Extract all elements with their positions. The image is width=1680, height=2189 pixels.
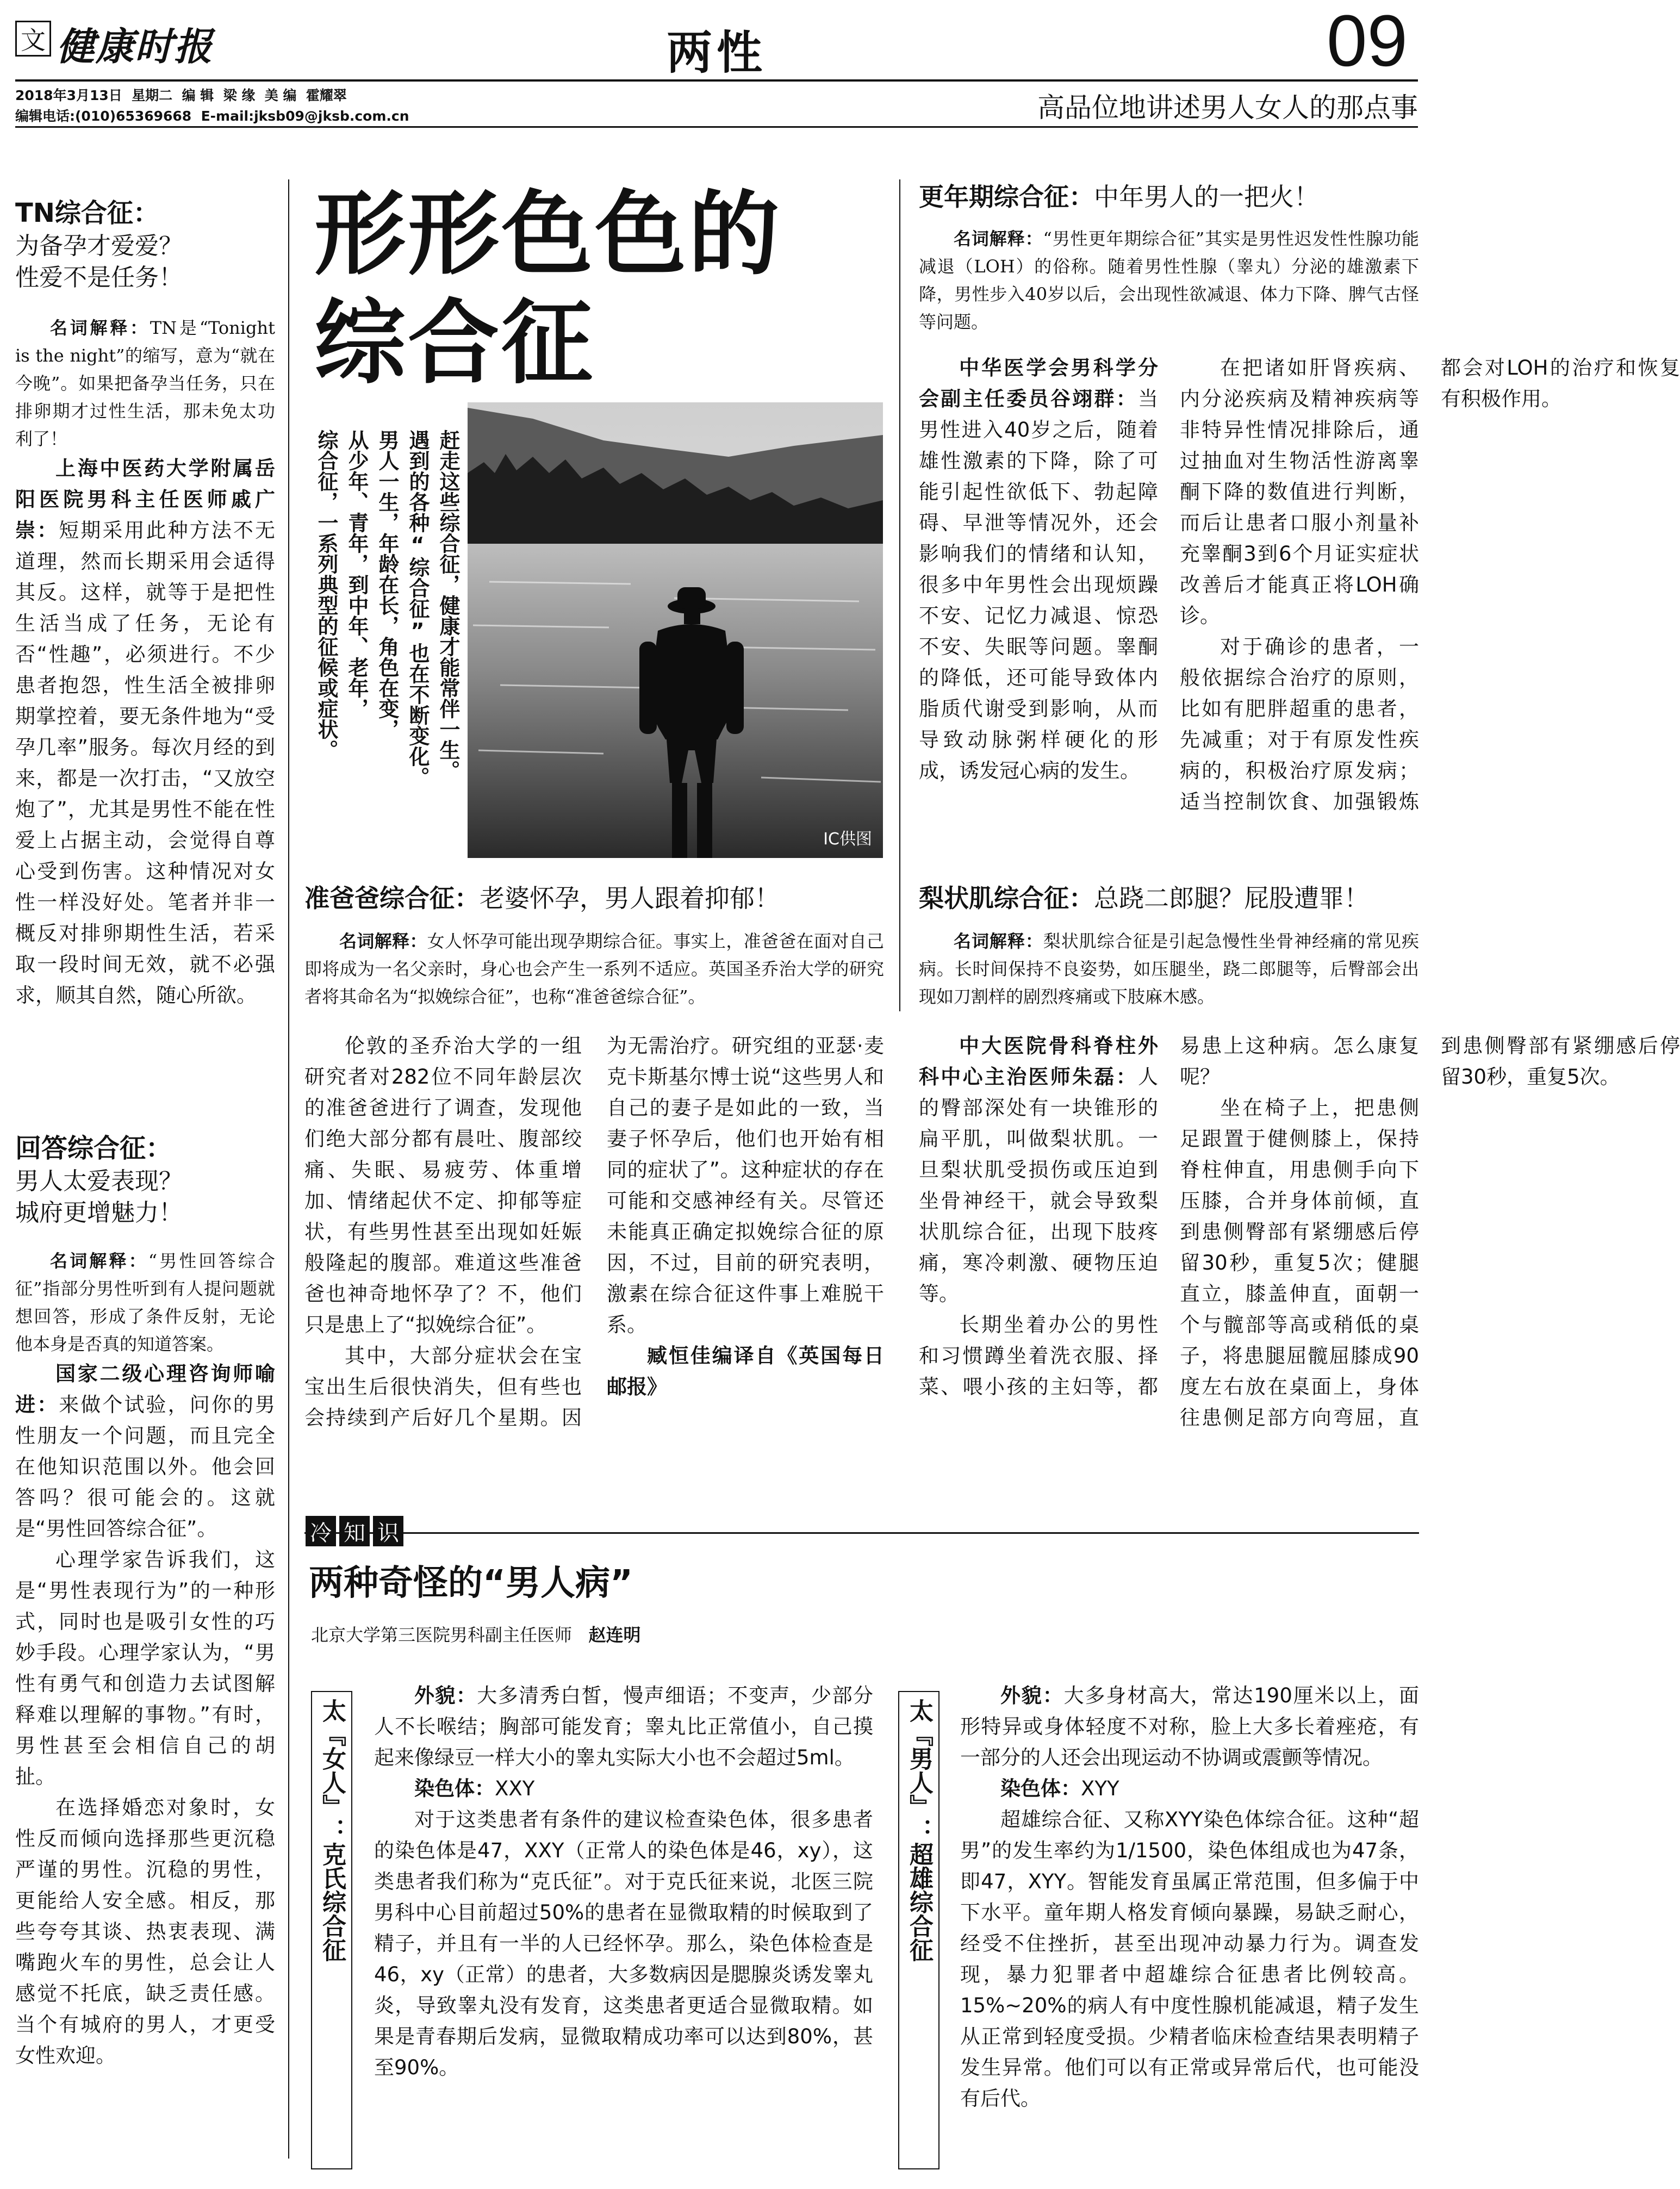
dateline: 2018年3月13日 星期二 编 辑 梁 缘 美 编 霍耀翠 — [15, 88, 347, 103]
headline — [314, 179, 782, 397]
zhunbaba-def-label: 名词解释： — [339, 931, 427, 952]
tn-sub2: 性爱不是任务！ — [15, 264, 183, 291]
masthead-bottom-rule — [15, 126, 1418, 128]
tn-expert: 上海中医药大学附属岳阳医院男科主任医师戚广崇： — [15, 457, 275, 542]
tn-def-label: 名词解释： — [50, 318, 150, 338]
huida-p1: 来做个试验，问你的男性朋友一个问题，而且完全在他知识范围以外。他会回答吗？很可能会的。这就是“男性回答综合征”。 — [15, 1393, 276, 1540]
lizhuang-p2: 长期坐着办公的男性和习惯蹲坐着洗衣服、择菜、喂小孩的主妇等，都易患上这种病。怎么康复呢？ — [919, 1034, 1419, 1398]
section-name: 两性 — [667, 26, 767, 79]
zhunbaba-definition — [304, 928, 884, 1011]
left-column-rule — [288, 179, 289, 2159]
klinefelter-chrom: XXY — [495, 1777, 535, 1800]
lizhuang-def-label: 名词解释： — [954, 931, 1043, 952]
xyy-text: 超雄综合征、又称XYY染色体综合征。这种“超男”的发生率约为1/1500，染色体组成也为47条，即47，XYY。智能发育虽属正常范围，但多偏于中下水平。童年期人格发育倾向暴躁，易缺乏耐心，经受不住挫折，甚至出现冲动暴力行为。调查发现，暴力犯罪者中超雄综合征患者比例较高。15%~20%的病人有中度性腺机能减退，精子发生从正常到轻度受损。少精者临床检查结果表明精子发生异常。他们可以有正常或异常后代，也可能没有后代。 — [960, 1808, 1419, 2110]
xyy-chrom-label: 染色体： — [1000, 1777, 1081, 1800]
xyy-body — [960, 1680, 1419, 2114]
klinefelter-text: 对于这类患者有条件的建议检查染色体，很多患者的染色体是47，XXY（正常人的染色体是46，xy），这类患者我们称为“克氏征”。对于克氏征来说，北医三院男科中心目前超过50%的患者在显微取精的时候取到了精子，并且有一半的人已经怀孕。那么，染色体检查是46，xy（正常）的患者，大多数病因是腮腺炎诱发睾丸炎，导致睾丸没有发育，这类患者更适合显微取精。如果是青春期后发病，显微取精成功率可以达到80%，甚至90%。 — [374, 1808, 873, 2079]
lizhuang-heading — [919, 881, 1419, 916]
tn-body-text: 短期采用此种方法不无道理，然而长期采用会适得其反。这样，就等于是把性生活当成了任务，无论有否“性趣”，必须进行。不少患者抱怨，性生活全被排卵期掌控着，要无条件地为“受孕几率”服务。每次月经的到来，都是一次打击，“又放空炮了”，尤其是男性不能在性爱上占据主动，会觉得自尊心受到伤害。这种情况对女性一样没好处。笔者并非一概反对排卵期性生活，若采取一段时间无效，就不必强求，顺其自然，随心所欲。 — [15, 519, 276, 1007]
huida-definition — [15, 1247, 275, 1358]
huida-title: 回答综合征： — [15, 1133, 172, 1164]
slogan: 高品位地讲述男人女人的那点事 — [1037, 92, 1418, 123]
klinefelter-chrom-label: 染色体： — [414, 1777, 495, 1800]
lizhuang-def-text: 梨状肌综合征是引起急慢性坐骨神经痛的常见疾病。长时间保持不良姿势，如压腿坐，跷二郎腿等，后臀部会出现如刀割样的剧烈疼痛或下肢麻木感。 — [919, 931, 1419, 1007]
huida-def-text: “男性回答综合征”指部分男性听到有人提问题就想回答，形成了条件反射，无论他本身是否真的知道答案。 — [15, 1251, 275, 1354]
gengnian-p1: 当男性进入40岁之后，随着雄性激素的下降，除了可能引起性欲低下、勃起障碍、早泄等情况外，还会影响我们的情绪和认知，很多中年男性会出现烦躁不安、记忆力减退、惊恐不安、失眠等问题。睾酮的降低，还可能导致体内脂质代谢受到影响，从而导致动脉粥样硬化的形成，诱发冠心病的发生。 — [919, 387, 1158, 782]
huida-sub2: 城府更增魅力！ — [15, 1199, 183, 1227]
contact-line: 编辑电话:(010)65369668 E-mail:jksb09@jksb.com.cn — [15, 108, 409, 124]
intro-col-1: 赶走这些综合征，健康才能常伴一生。 — [436, 430, 460, 781]
gengnian-title: 更年期综合征： — [919, 182, 1094, 212]
zhunbaba-p1: 伦敦的圣乔治大学的一组研究者对282位不同年龄层次的准爸爸进行了调查，发现他们绝大部分都有晨吐、腹部绞痛、失眠、易疲劳、体重增加、情绪起伏不定、抑郁等症状，有些男性甚至出现如妊娠般隆起的腹部。难道这些准爸爸也神奇地怀孕了？不，他们只是患上了“拟娩综合征”。 — [304, 1034, 582, 1336]
tag-char-2: 知 — [339, 1516, 370, 1546]
tn-sub1: 为备孕才爱爱？ — [15, 232, 183, 260]
gengnian-definition — [919, 225, 1419, 336]
headline-line1: 形形色色的 — [314, 180, 782, 288]
zhunbaba-body — [304, 1030, 884, 1449]
zhunbaba-title: 准爸爸综合征： — [304, 884, 480, 913]
gengnian-p3: 对于确诊的患者，一般依据综合治疗的原则，比如有肥胖超重的患者，先减重；对于有原发性疾病的，积极治疗原发病；适当控制饮食、加强锻炼都会对LOH的治疗和恢复有积极作用。 — [1180, 356, 1680, 813]
page-number: 09 — [1327, 1, 1408, 82]
logo-glyph: 文 — [21, 26, 46, 55]
zhunbaba-subtitle: 老婆怀孕，男人跟着抑郁！ — [480, 884, 780, 913]
masthead-rule — [15, 79, 1418, 82]
klinefelter-side-label: 太『女人』：克氏综合征 — [311, 1691, 352, 2169]
klinefelter-look-label: 外貌： — [414, 1684, 477, 1707]
xyy-look-label: 外貌： — [1000, 1684, 1064, 1707]
lizhuang-p1: 人的臀部深处有一块锥形的扁平肌，叫做梨状肌。一旦梨状肌受损伤或压迫到坐骨神经干，就会导致梨状肌综合征，出现下肢疼痛，寒冷刺激、硬物压迫等。 — [919, 1065, 1158, 1305]
intro-text — [306, 430, 463, 843]
photo-man-at-lake — [468, 402, 883, 858]
intro-col-4: 从少年、青年，到中年、老年， — [345, 430, 369, 719]
logo-box — [15, 21, 51, 57]
gengnian-heading — [919, 179, 1419, 214]
zhunbaba-def-text: 女人怀孕可能出现孕期综合征。事实上，准爸爸在面对自己即将成为一名父亲时，身心也会产生一系列不适应。英国圣乔治大学的研究者将其命名为“拟娩综合征”，也称“准爸爸综合征”。 — [304, 931, 884, 1007]
huida-body — [15, 1358, 275, 2071]
intro-col-2: 遇到的各种“综合征”也在不断变化。 — [406, 430, 430, 787]
tn-def-text: TN是“Tonight is the night”的缩写，意为“就在今晚”。如果把备孕当任务，只在排卵期才过性生活，那未免太功利了！ — [15, 318, 275, 449]
center-right-rule — [899, 179, 900, 1011]
tn-definition — [15, 314, 275, 453]
gengnian-section — [919, 179, 1680, 842]
xyy-side-label: 太『男人』：超雄综合征 — [898, 1691, 939, 2169]
intro-col-3: 男人一生，年龄在长，角色在变， — [375, 430, 399, 739]
gengnian-def-label: 名词解释： — [954, 228, 1043, 249]
coldfacts-title: 两种奇怪的“男人病” — [309, 1563, 633, 1603]
lizhuang-subtitle: 总跷二郎腿？屁股遭罪！ — [1094, 884, 1369, 913]
zhunbaba-heading — [304, 881, 884, 916]
huida-section — [15, 1131, 275, 2071]
zhunbaba-p2: 其中，大部分症状会在宝宝出生后很快消失，但有些也会持续到产后好几个星期。因为无需治疗。研究组的亚瑟·麦克卡斯基尔博士说“这些男人和自己的妻子是如此的一致，当妻子怀孕后，他们也开始有相同的症状了”。这种症状的存在可能和交感神经有关。尽管还未能真正确定拟娩综合征的原因，不过，目前的研究表明，激素在综合征这件事上难脱干系。 — [304, 1034, 884, 1429]
gengnian-expert: 中华医学会男科学分会副主任委员谷翊群： — [919, 356, 1158, 411]
photo-credit: IC供图 — [823, 830, 872, 849]
lizhuang-body — [919, 1030, 1680, 1449]
huida-def-label: 名词解释： — [50, 1251, 148, 1271]
huida-expert: 国家二级心理咨询师喻进： — [15, 1362, 275, 1416]
huida-p3: 在选择婚恋对象时，女性反而倾向选择那些更沉稳严谨的男性。沉稳的男性，更能给人安全感。相反，那些夸夸其谈、热衷表现、满嘴跑火车的男性，总会让人感觉不托底，缺乏责任感。当个有城府的男人，才更受女性欢迎。 — [15, 1796, 275, 2067]
lizhuang-title: 梨状肌综合征： — [919, 884, 1094, 913]
coldfacts-rule — [304, 1532, 1419, 1534]
klinefelter-body — [374, 1680, 873, 2083]
coldfacts-tag — [306, 1516, 403, 1546]
lizhuang-p3: 坐在椅子上，把患侧足跟置于健侧膝上，保持脊柱伸直，用患侧手向下压膝，合并身体前倾，直到患侧臀部有紧绷感后停留30秒，重复5次；健腿直立，膝盖伸直，面朝一个与髋部等高或稍低的桌子，将患腿屈髋屈膝成90度左右放在桌面上，身体往患侧足部方向弯屈，直到患侧臀部有紧绷感后停留30秒，重复5次。 — [1180, 1034, 1680, 1429]
gengnian-def-text: “男性更年期综合征”其实是男性迟发性性腺功能减退（LOH）的俗称。随着男性性腺（睾丸）分泌的雄激素下降，男性步入40岁以后，会出现性欲减退、体力下降、脾气古怪等问题。 — [919, 228, 1419, 332]
lizhuang-definition — [919, 928, 1419, 1011]
headline-line2: 综合征 — [314, 289, 595, 396]
klinefelter-look: 大多清秀白皙，慢声细语；不变声，少部分人不长喉结；胸部可能发育；睾丸比正常值小，自己摸起来像绿豆一样大小的睾丸实际大小也不会超过5ml。 — [374, 1684, 874, 1769]
huida-p2: 心理学家告诉我们，这是“男性表现行为”的一种形式，同时也是吸引女性的巧妙手段。心理学家认为，“男性有勇气和创造力去试图解释难以理解的事物。”有时，男性甚至会相信自己的胡扯。 — [15, 1548, 275, 1788]
paper-name: 健康时报 — [57, 24, 213, 69]
byline-name: 赵连明 — [588, 1625, 641, 1645]
coldfacts-byline — [311, 1621, 641, 1646]
zhunbaba-byline: 臧恒佳编译自《英国每日邮报》 — [607, 1344, 884, 1398]
lizhuang-section — [919, 881, 1680, 1449]
tag-char-1: 冷 — [306, 1516, 336, 1546]
lizhuang-expert: 中大医院骨科脊柱外科中心主治医师朱磊： — [919, 1034, 1158, 1089]
tag-char-3: 识 — [373, 1516, 403, 1546]
intro-col-5: 综合征，一系列典型的征候或症状。 — [314, 430, 338, 760]
zhunbaba-section — [304, 881, 884, 1449]
xyy-look: 大多身材高大，常达190厘米以上，面形特异或身体轻度不对称，脸上大多长着痤疮，有一部分的人还会出现运动不协调或震颤等情况。 — [960, 1684, 1419, 1769]
tn-body — [15, 453, 275, 1011]
gengnian-p2: 在把诸如肝肾疾病、内分泌疾病及精神疾病等非特异性情况排除后，通过抽血对生物活性游离睾酮下降的数值进行判断，而后让患者口服小剂量补充睾酮3到6个月证实症状改善后才能真正将LOH确诊。 — [1180, 356, 1419, 627]
tn-section — [15, 196, 275, 1011]
huida-sub1: 男人太爱表现？ — [15, 1167, 183, 1195]
lake-photo-svg — [468, 402, 883, 858]
gengnian-subtitle: 中年男人的一把火！ — [1094, 182, 1319, 212]
tn-title: TN综合征： — [15, 198, 159, 228]
byline-prefix: 北京大学第三医院男科副主任医师 — [311, 1625, 573, 1645]
xyy-chrom: XYY — [1081, 1777, 1119, 1800]
gengnian-body — [919, 352, 1680, 842]
